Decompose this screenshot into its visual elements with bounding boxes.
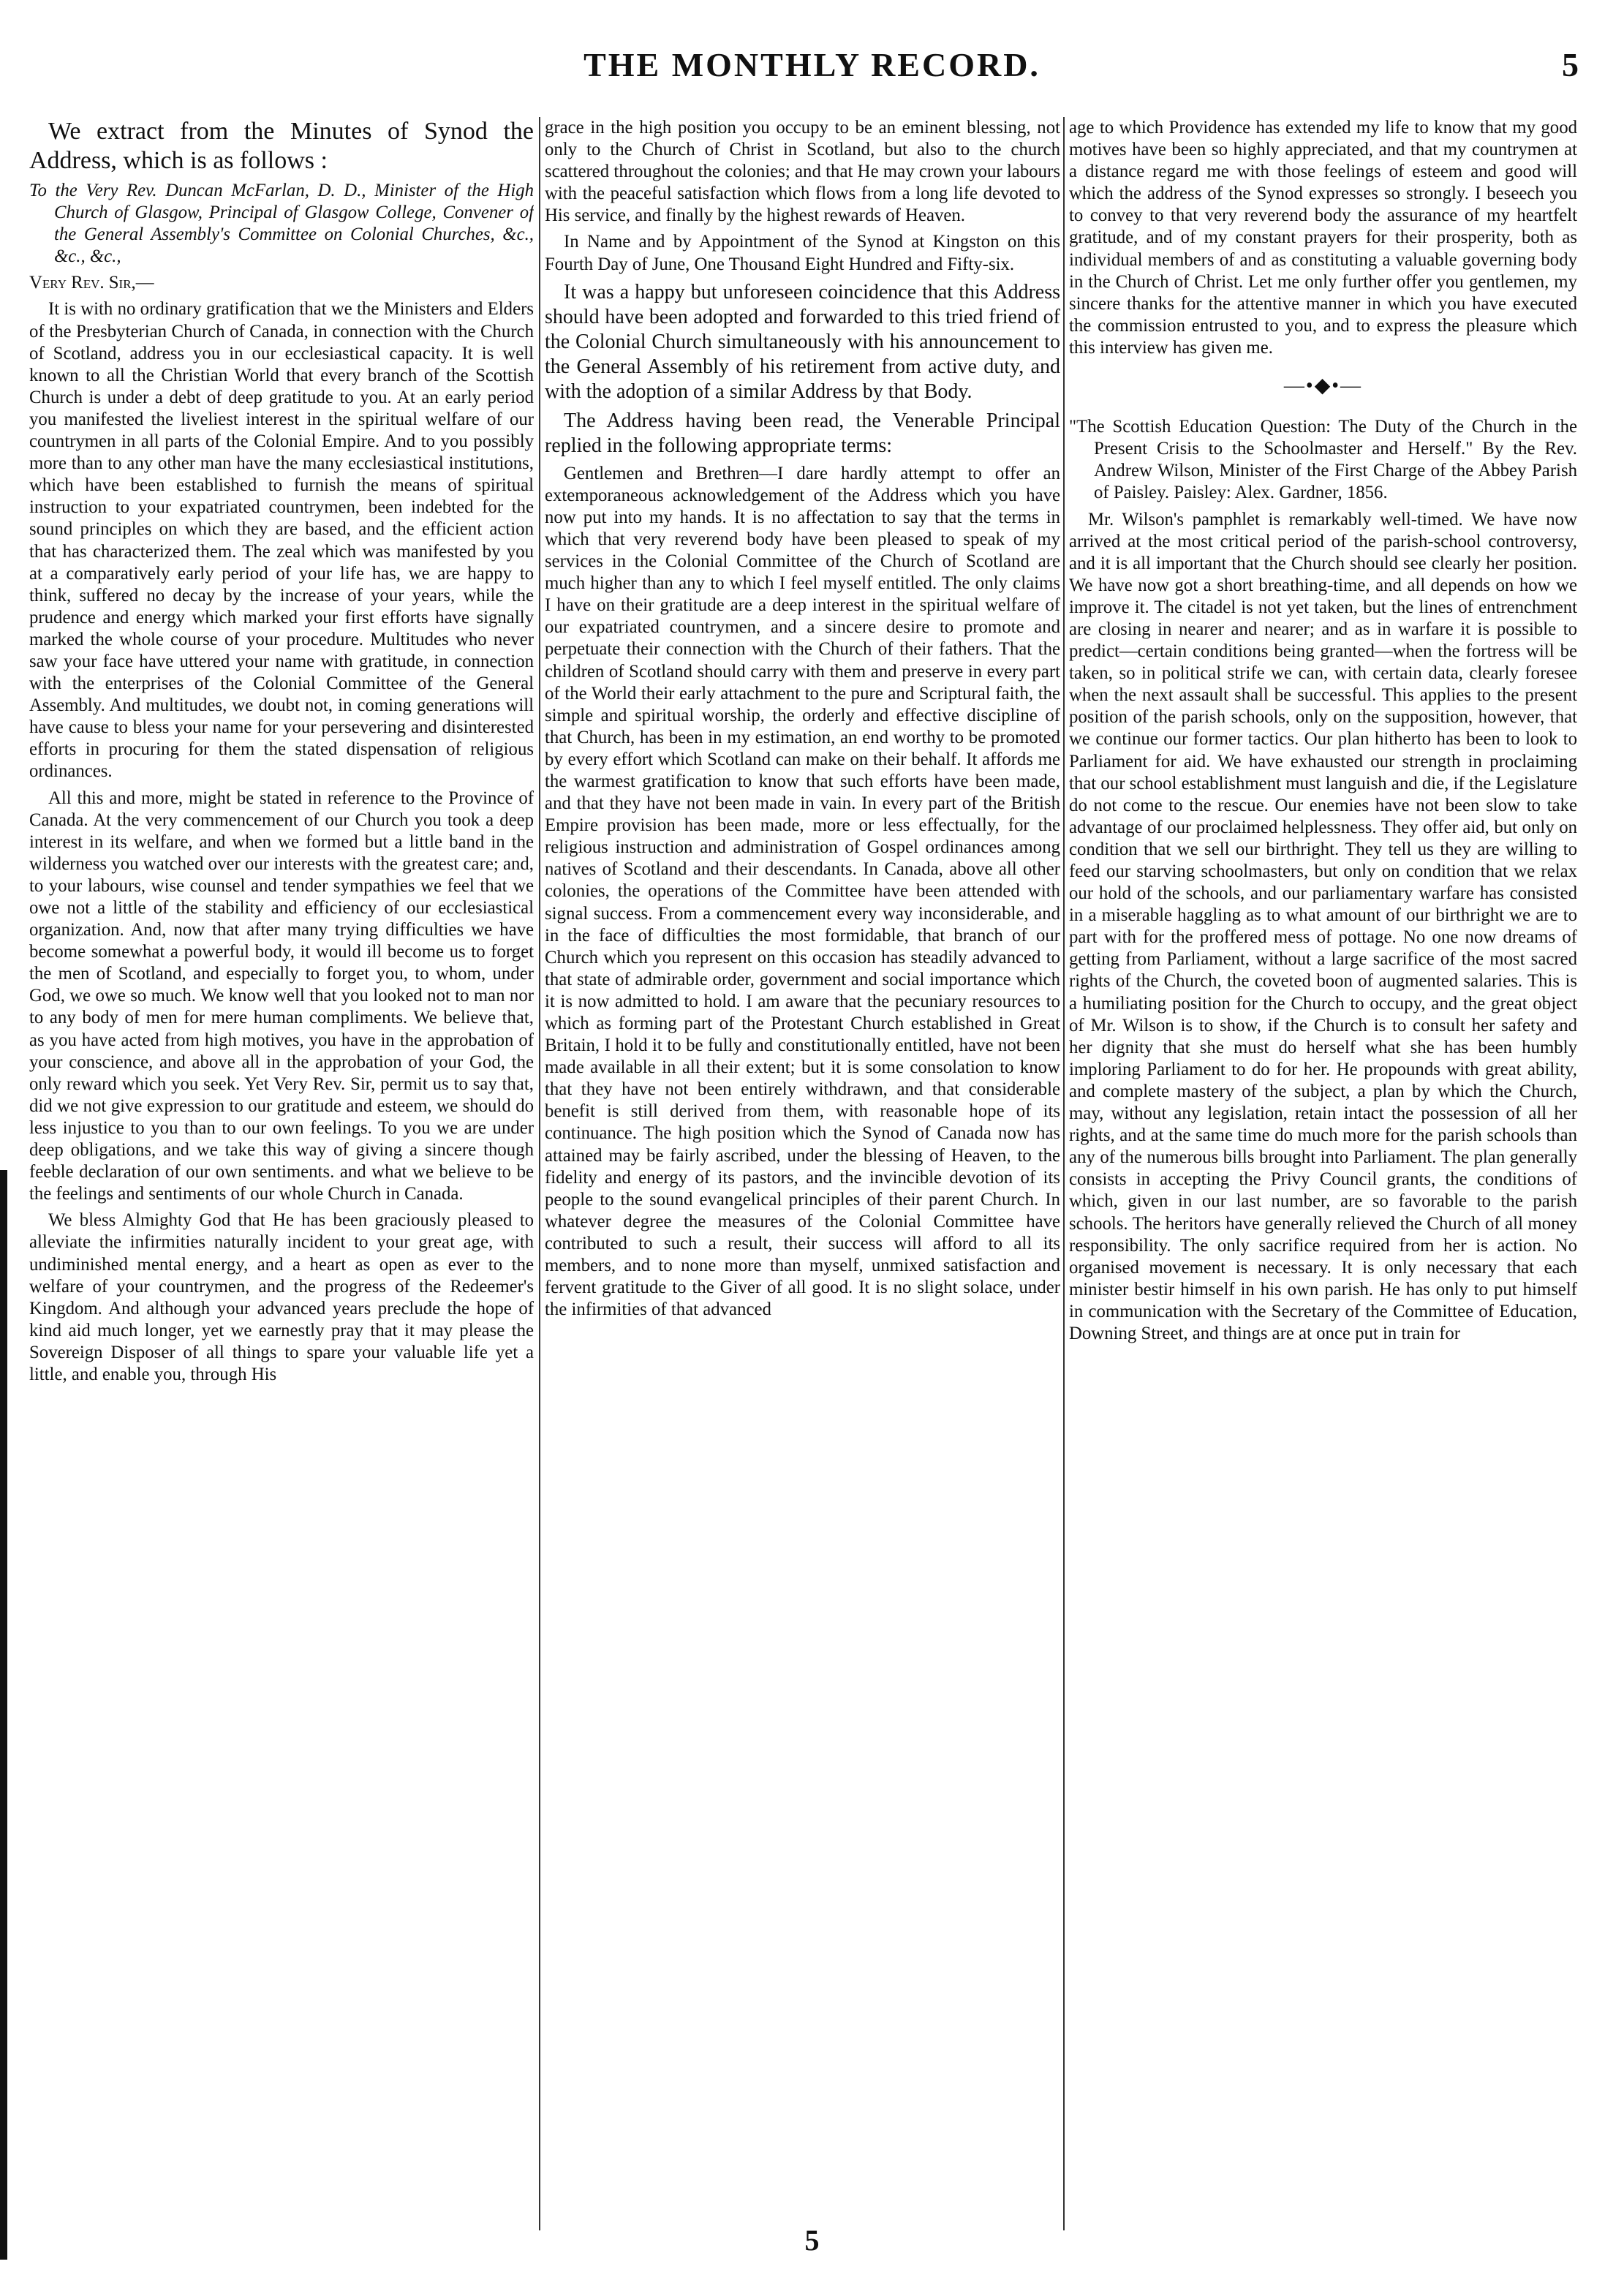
column-3	[1069, 117, 1577, 2230]
column-rule-2	[1063, 117, 1065, 2230]
synod-signature: In Name and by Appointment of the Synod at Kingston on this Fourth Day of June, One Thousand Eight Hundred and Fifty-six.	[545, 232, 1060, 274]
salutation: Very Rev. Sir,—	[29, 273, 154, 293]
review-heading: "The Scottish Education Question: The Duty of the Church in the Present Crisis to the Schoolmaster and Herself." By the Rev. Andrew Wilson, Minister of the First Charge of the Abbey Parish of Paisley. Paisley: Alex. Gardner, 1856.	[1069, 417, 1577, 503]
column-rule-1	[539, 117, 540, 2230]
running-title: THE MONTHLY RECORD.	[583, 46, 1041, 83]
column-1	[29, 117, 534, 2230]
margin-bar	[0, 1170, 7, 2260]
header-page-number: 5	[1562, 46, 1579, 83]
address-paragraph-2: All this and more, might be stated in reference to the Province of Canada. At the very commencement of our Church you took a deep interest in its welfare, and when we formed but a little band in the wilderness you watched over our interests with the greatest care; and, to your labours, wise counsel and tender sympathies we feel that we owe not a little of the stability and efficiency of our ecclesiastical organization. And, now that after many trying difficulties we have become somewhat a powerful body, it would ill become us to forget the men of Scotland, and especially to forget you, to whom, under God, we owe so much. We know well that you looked not to man nor to any body of men for mere human compliments. We believe that, as you have acted from high motives, you have in the approbation of your conscience, and above all in the approbation of your God, the only reward which you seek. Yet Very Rev. Sir, permit us to say that, did we not give expression to our gratitude and esteem, we should do less injustice to you than to our own feelings. To you we are under deep obligations, and we take this way of giving a sincere though feeble declaration of our own sentiments. and what we believe to be the feelings and sentiments of our whole Church in Canada.	[29, 788, 534, 1204]
reply-continuation: age to which Providence has extended my life to know that my good motives have been so highly appreciated, and that my countrymen at a distance regard me with those feelings of esteem and good will which the address of the Synod expresses so strongly. I beseech you to convey to that very reverend body the assurance of my heartfelt gratitude, and of my constant prayers for their prosperity, both as individual members of and as constituting a valuable governing body in the Church of Christ. Let me only further offer you gentlemen, my sincere thanks for the attentive manner in which you have executed the commission entrusted to you, and to express the pleasure which this interview has given me.	[1069, 118, 1577, 358]
principal-reply: Gentlemen and Brethren—I dare hardly attempt to offer an extemporaneous acknowledgement of the Address which you have now put into my hands. It is no affectation to say that the terms in which that very reverend body have been pleased to speak of my services in the Colonial Committee of the Church of Scotland are much higher than any to which I feel myself entitled. The only claims I have on their gratitude are a deep interest in the spiritual welfare of our expatriated countrymen, and a sincere desire to promote and perpetuate their connection with the Church of their fathers. That the children of Scotland should carry with them and preserve in every part of the World their early attachment to the pure and Scriptural faith, the simple and spiritual worship, the orderly and effective discipline of that Church, has been in my estimation, an end worthy to be promoted by every effort which Scotland can make on their behalf. It affords me the warmest gratification to know that such efforts have been made, and that they have not been made in vain. In every part of the British Empire provision has been made, more or less effectually, for the religious instruction and administration of Gospel ordinances among natives of Scotland and their descendants. In Canada, above all other colonies, the operations of the Committee have been attended with signal success. From a commencement every way inconsiderable, and in the face of difficulties the most formidable, that branch of our Church which you represent on this occasion has steadily advanced to that state of admirable order, government and social importance which it is now admitted to hold. I am aware that the pecuniary resources to which as forming part of the Protestant Church established in Great Britain, I hold it to be fully and constitutionally entitled, have not been made available in all their extent; but it is some consolation to know that they have not been entirely withdrawn, and that considerable benefit is still derived from them, with reasonable hope of its continuance. The high position which the Synod of Canada now has attained may be fairly ascribed, under the blessing of Heaven, to the fidelity and energy of its pastors, and the invincible devotion of its people to the sound evangelical principles of their parent Church. In whatever degree the measures of the Colonial Committee have contributed to such a result, their success will afford to all its members, and to none more than myself, unmixed satisfaction and fervent gratitude to the Giver of all good. It is no slight solace, under the infirmities of that advanced	[545, 463, 1060, 1320]
section-ornament: —•◆•—	[1283, 374, 1363, 398]
addressee: To the Very Rev. Duncan McFarlan, D. D., Minister of the High Church of Glasgow, Principal of Glasgow College, Convener of the General Assembly's Committee on Colonial Churches, &c., &c., &c.,	[29, 181, 534, 267]
reply-intro: The Address having been read, the Venerable Principal replied in the following appropriate terms:	[545, 409, 1060, 457]
footer-page-number: 5	[804, 2224, 820, 2257]
address-paragraph-1: It is with no ordinary gratification that we the Ministers and Elders of the Presbyterian Church of Canada, in connection with the Church of Scotland, address you in our ecclesiastical capacity. It is well known to all the Christian World that every branch of the Scottish Church is under a debt of deep gratitude to you. At an early period you manifested the liveliest interest in the spiritual welfare of our countrymen in all parts of the Colonial Empire. And to you possibly more than to any other man have the many ecclesiastical institutions, which have been established to furnish the means of spiritual instruction to your expatriated countrymen, been indebted for the sound principles on which they are based, and the efficient action that has characterized them. The zeal which was manifested by you at a comparatively early period of your life has, we are happy to think, suffered no decay by the increase of your years, while the prudence and energy which marked your first efforts have signally marked the whole course of your procedure. Multitudes who never saw your face have uttered your name with gratitude, in connection with the enterprises of the Colonial Committee of the General Assembly. And multitudes, we doubt not, in coming generations will have cause to bless your name for your persevering and disinterested efforts in procuring for them the stated dispensation of religious ordinances.	[29, 299, 534, 782]
address-intro: We extract from the Minutes of Synod the Address, which is as follows :	[29, 118, 534, 174]
column-2	[545, 117, 1060, 2230]
page-header	[0, 45, 1624, 97]
address-closing: grace in the high position you occupy to be an eminent blessing, not only to the Church of Christ in Scotland, but also to the church scattered throughout the colonies; and that He may crown your labours with the peaceful satisfaction which flows from a long life devoted to His service, and finally by the highest rewards of Heaven.	[545, 118, 1060, 226]
address-paragraph-3: We bless Almighty God that He has been graciously pleased to alleviate the infirmities naturally incident to your great age, with undiminished mental energy, and a heart as open as ever to the welfare of your countrymen, and the progress of the Redeemer's Kingdom. And although your advanced years preclude the hope of kind aid much longer, yet we earnestly pray that it may please the Sovereign Disposer of all things to spare your valuable life yet a little, and enable you, through His	[29, 1210, 534, 1384]
review-body: Mr. Wilson's pamphlet is remarkably well-timed. We have now arrived at the most critical period of the parish-school controversy, and it is all important that the Church should see clearly her position. We have now got a short breathing-time, and all depends on how we improve it. The citadel is not yet taken, but the lines of entrenchment are closing in nearer and nearer; and as in warfare it is possible to predict—certain conditions being granted—when the fortress will be taken, so in political strife we can, with certain data, clearly foresee when the next assault shall be successful. This applies to the present position of the parish schools, only on the supposition, however, that we continue our former tactics. Our plan hitherto has been to look to Parliament for aid. We have exhausted our strength in proclaiming that our school establishment must languish and die, if the Legislature do not come to the rescue. Our enemies have not been slow to take advantage of our proclaimed helplessness. They offer aid, but only on condition that we sell our birthright. They tell us they are willing to feed our starving schoolmasters, but only on condition that we relax our hold of the schools, and our parliamentary warfare has consisted in a miserable haggling as to what amount of our birthright we are to part with for the proffered mess of pottage. No one now dreams of getting from Parliament, without a large sacrifice of the most sacred rights of the Church, the coveted boon of augmented salaries. This is a humiliating position for the Church to occupy, and the great object of Mr. Wilson is to show, if the Church is to consult her safety and her dignity that she must do herself what she has been humbly imploring Parliament to do for her. He propounds with great ability, and complete mastery of the subject, a plan by which the Church, may, without any legislation, retain intact the possession of all her rights, and at the same time do much more for the parish schools than any of the numerous bills brought into Parliament. The plan generally consists in accepting the Privy Council grants, the conditions of which, given in our last number, are so favorable to the parish schools. The heritors have generally relieved the Church of all money responsibility. The only sacrifice required from her is action. No organised movement is necessary. It is only necessary that each minister bestir himself in his own parish. He has only to put himself in communication with the Secretary of the Committee of Education, Downing Street, and things are at once put in train for	[1069, 509, 1577, 1343]
coincidence-paragraph: It was a happy but unforeseen coincidence that this Address should have been adopted and forwarded to this tried friend of the Colonial Church simultaneously with his announcement to the General Assembly of his retirement from active duty, and with the adoption of a similar Address by that Body.	[545, 280, 1060, 403]
